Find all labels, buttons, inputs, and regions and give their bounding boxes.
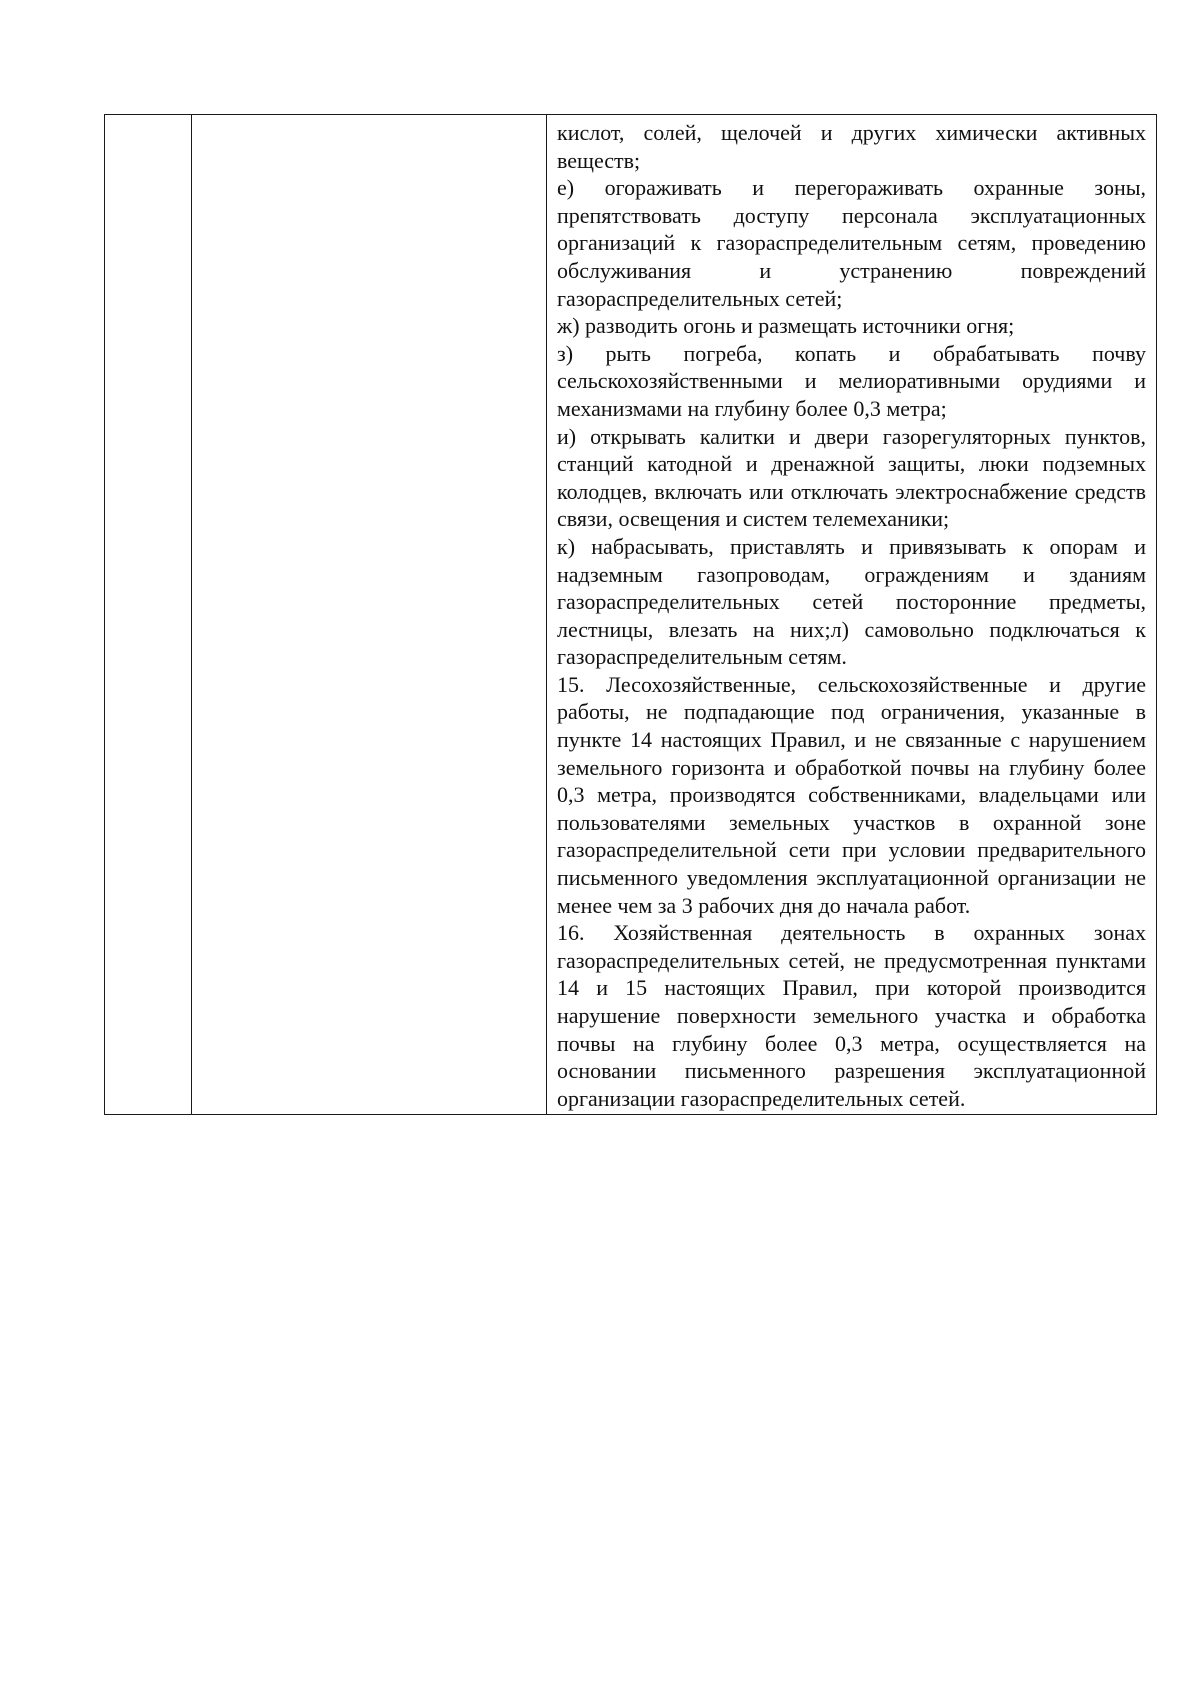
table-cell-name [192, 115, 547, 1115]
paragraph-substances: кислот, солей, щелочей и других химически активных веществ; [557, 120, 1146, 173]
paragraph-item-z: з) рыть погреба, копать и обрабатывать почву сельскохозяйственными и мелиоративными орудиями и механизмами на глубину более 0,3 метра; [557, 340, 1146, 421]
table-cell-content [547, 115, 1157, 1115]
table-row [105, 115, 1157, 1115]
cell-content-text [547, 115, 1156, 1114]
paragraph-item-e: е) огораживать и перегораживать охранные зоны, препятствовать доступу персонала эксплуатационных организаций к газораспределительным сетям, проведению обслуживания и устранению повреждений газораспределительных сетей; [557, 175, 1146, 311]
paragraph-item-i: и) открывать калитки и двери газорегуляторных пунктов, станций катодной и дренажной защиты, люки подземных колодцев, включать или отключать электроснабжение средств связи, освещения и систем телемеханики; [557, 423, 1146, 532]
paragraph-clause-16: 16. Хозяйственная деятельность в охранных зонах газораспределительных сетей, не предусмотренная пунктами 14 и 15 настоящих Правил, при которой производится нарушение поверхности земельного участка и обработка почвы на глубину более 0,3 метра, осуществляется на основании письменного разрешения эксплуатационной организации газораспределительных сетей. [557, 920, 1146, 1111]
table-cell-number [105, 115, 192, 1115]
paragraph-item-k: к) набрасывать, приставлять и привязывать к опорам и надземным газопроводам, ограждениям и зданиям газораспределительных сетей посторонние предметы, лестницы, влезать на них;л) самовольно подключаться к газораспределительным сетям. [557, 533, 1146, 670]
paragraph-item-zh: ж) разводить огонь и размещать источники огня; [557, 313, 1015, 339]
cell-name-text [192, 115, 546, 121]
document-table [104, 114, 1157, 1115]
cell-number-text [105, 115, 191, 121]
paragraph-clause-15: 15. Лесохозяйственные, сельскохозяйственные и другие работы, не подпадающие под ограничения, указанные в пункте 14 настоящих Правил, и не связанные с нарушением земельного горизонта и обработкой почвы на глубину более 0,3 метра, производятся собственниками, владельцами или пользователями земельных участков в охранной зоне газораспределительной сети при условии предварительного письменного уведомления эксплуатационной организации не менее чем за 3 рабочих дня до начала работ. [557, 671, 1146, 918]
